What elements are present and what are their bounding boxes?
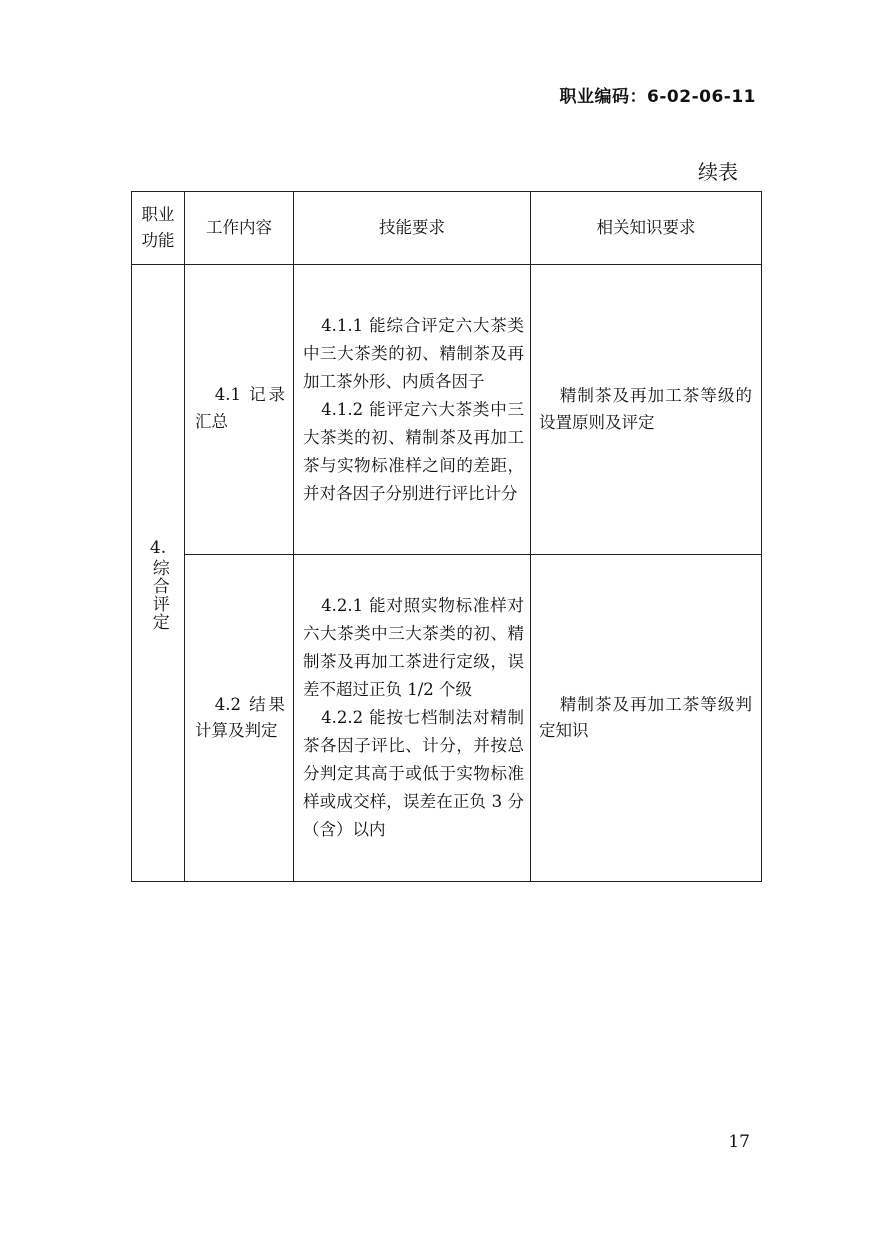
table-continued-label: 续表 bbox=[698, 160, 738, 184]
skills-cell bbox=[294, 555, 531, 882]
table-header-row bbox=[132, 192, 762, 265]
knowledge-text: 精制茶及再加工茶等级的设置原则及评定 bbox=[539, 386, 752, 432]
header-content: 工作内容 bbox=[185, 192, 294, 265]
skills-table bbox=[131, 191, 762, 882]
header-skills: 技能要求 bbox=[294, 192, 531, 265]
skills-cell bbox=[294, 265, 531, 555]
knowledge-text: 精制茶及再加工茶等级判定知识 bbox=[539, 694, 752, 740]
header-knowledge: 相关知识要求 bbox=[531, 192, 762, 265]
work-content-text: 4.1 记录汇总 bbox=[195, 385, 285, 431]
skill-item: 4.1.1 能综合评定六大茶类中三大茶类的初、精制茶及再加工茶外形、内质各因子 bbox=[303, 315, 524, 391]
work-content-cell bbox=[185, 265, 294, 555]
work-content-text: 4.2 结果计算及判定 bbox=[195, 694, 285, 740]
function-name: 综合评定 bbox=[148, 559, 169, 631]
skill-item: 4.2.2 能按七档制法对精制茶各因子评比、计分，并按总分判定其高于或低于实物标准样或成交样，误差在正负 3 分（含）以内 bbox=[303, 708, 524, 839]
knowledge-cell bbox=[531, 555, 762, 882]
occupation-code: 职业编码：6-02-06-11 bbox=[559, 87, 756, 107]
page-number: 17 bbox=[728, 1132, 750, 1152]
work-content-cell bbox=[185, 555, 294, 882]
skill-item: 4.1.2 能评定六大茶类中三大茶类的初、精制茶及再加工茶与实物标准样之间的差距，并对各因子分别进行评比计分 bbox=[303, 399, 524, 503]
table-row bbox=[132, 555, 762, 882]
skill-item: 4.2.1 能对照实物标准样对六大茶类中三大茶类的初、精制茶及再加工茶进行定级，误差不超过正负 1/2 个级 bbox=[303, 596, 524, 699]
knowledge-cell bbox=[531, 265, 762, 555]
function-cell bbox=[132, 265, 185, 882]
function-number: 4. bbox=[149, 538, 167, 559]
table-row bbox=[132, 265, 762, 555]
header-function: 职业功能 bbox=[132, 192, 185, 265]
